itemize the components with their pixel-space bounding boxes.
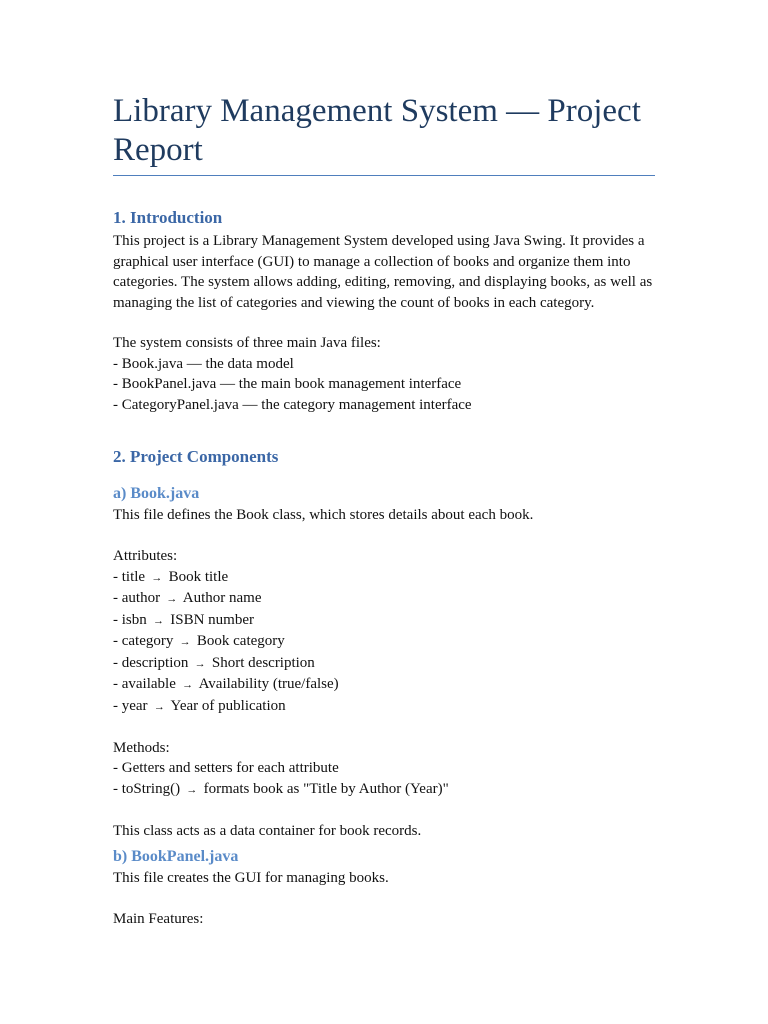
components-heading: 2. Project Components (113, 447, 279, 466)
book-heading: a) Book.java (113, 485, 200, 502)
attribute-desc: Author name (182, 590, 262, 606)
blank-line (113, 526, 655, 547)
file-item-categorypanel: - CategoryPanel.java — the category management interface (113, 396, 472, 413)
method-desc: formats book as "Title by Author (Year)" (203, 780, 449, 797)
subsection-book (113, 484, 655, 504)
attribute-isbn (113, 610, 655, 632)
arrow-icon: → (151, 571, 163, 584)
attribute-name: - author (113, 590, 161, 606)
arrow-icon: → (153, 700, 165, 713)
introduction-paragraph-wrapper (113, 231, 655, 313)
arrow-icon: → (153, 614, 164, 627)
attribute-name: - available (113, 676, 176, 692)
subsection-bookpanel (113, 847, 655, 867)
blank-line (113, 889, 655, 910)
attribute-desc: Year of publication (170, 697, 286, 714)
introduction-paragraph: This project is a Library Management System developed using Java Swing. It provides a graphical user interface (GUI) to manage a collection of books and organize them into categories. The system allows adding, editing, removing, and displaying books, as well as managing the list of categories and viewing the count of books in each category. (113, 233, 653, 311)
book-description: This file defines the Book class, which stores details about each book. (113, 507, 534, 523)
files-intro: The system consists of three main Java files: (113, 335, 381, 351)
attribute-description (113, 653, 655, 675)
book-summary: This class acts as a data container for book records. (113, 822, 422, 839)
arrow-icon: → (179, 636, 191, 648)
attribute-year (113, 696, 655, 718)
file-item-book: - Book.java — the data model (113, 355, 294, 372)
blank-line (113, 717, 655, 738)
attribute-name: - category (113, 633, 174, 649)
arrow-icon: → (194, 657, 206, 670)
book-body (113, 505, 655, 841)
introduction-heading: 1. Introduction (113, 208, 223, 227)
arrow-icon: → (182, 679, 194, 691)
attribute-available (113, 674, 655, 696)
method-name: - toString() (113, 780, 181, 797)
files-intro-block (113, 333, 655, 415)
attribute-title (113, 567, 655, 589)
features-label: Main Features: (113, 911, 204, 927)
attribute-desc: Book title (168, 568, 229, 585)
attribute-desc: Book category (196, 633, 285, 649)
attribute-name: - year (113, 697, 148, 714)
attribute-desc: Short description (211, 654, 315, 671)
attribute-name: - isbn (113, 611, 147, 628)
bookpanel-body (113, 868, 655, 930)
file-item-bookpanel: - BookPanel.java — the main book management interface (113, 376, 462, 392)
attribute-desc: ISBN number (170, 611, 254, 628)
arrow-icon: → (166, 593, 178, 605)
section-introduction (113, 208, 655, 228)
arrow-icon: → (186, 783, 198, 796)
section-components (113, 447, 655, 467)
page-title: Library Management System — Project Report (113, 93, 641, 168)
attribute-author (113, 588, 655, 610)
attribute-category (113, 631, 655, 653)
bookpanel-heading: b) BookPanel.java (113, 848, 239, 865)
attribute-desc: Availability (true/false) (198, 676, 339, 692)
blank-line (113, 800, 655, 821)
methods-label: Methods: (113, 739, 170, 756)
attribute-name: - title (113, 568, 146, 585)
bookpanel-description: This file creates the GUI for managing books. (113, 870, 389, 886)
attributes-label: Attributes: (113, 548, 178, 564)
method-getters: - Getters and setters for each attribute (113, 760, 339, 776)
attribute-name: - description (113, 654, 189, 671)
title-divider (113, 175, 655, 176)
method-tostring (113, 779, 655, 801)
